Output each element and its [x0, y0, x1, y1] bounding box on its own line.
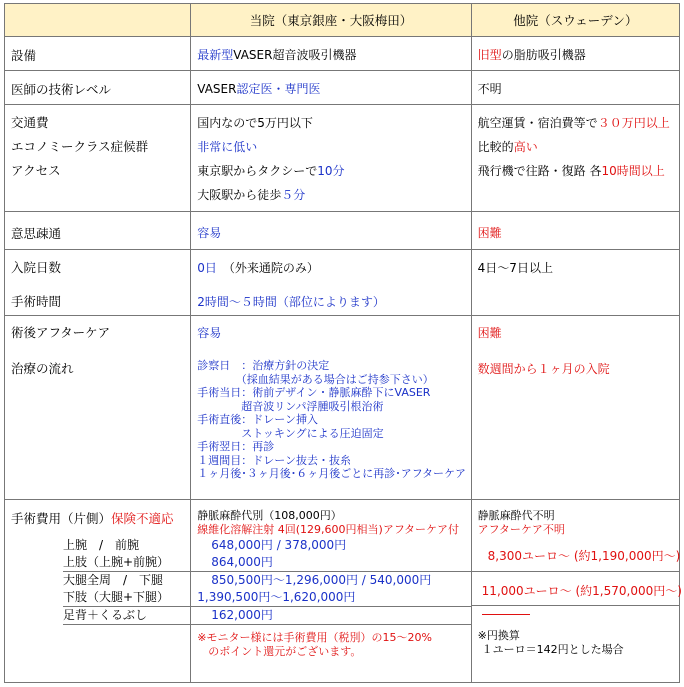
row-stay — [5, 250, 680, 316]
flow-step: 手術直後：ドレーン挿入 — [197, 413, 319, 427]
communication-other: 困難 — [477, 225, 502, 240]
flow-step: １週間目：ドレーン抜去・抜糸 — [197, 453, 352, 467]
stay-ours-time: 2時間～５時間（部位によります） — [197, 295, 385, 310]
cost-item-label: 足背＋くるぶし — [63, 607, 190, 625]
transport-other-risk: 比較的 — [477, 140, 514, 155]
equipment-ours-text: VASER超音波吸引機器 — [233, 48, 357, 63]
flow-step: （採血結果がある場合はご持参下さい） — [197, 372, 434, 386]
skill-ours-vaser: VASER — [197, 82, 237, 97]
cost-item-label: 下肢（大腿+下腿） — [63, 589, 190, 607]
transport-ours-tokyo-time: 10分 — [317, 164, 345, 179]
cost-other-upper: 8,300ユーロ～ (約1,190,000円～) — [487, 549, 681, 564]
row-skill — [5, 71, 680, 105]
flow-step: ストッキングによる圧迫固定 — [197, 426, 384, 440]
flow-list — [197, 359, 470, 481]
equipment-other-text: の脂肪吸引機器 — [501, 48, 586, 63]
cost-item-price: 1,390,500円～1,620,000円 — [191, 589, 470, 607]
communication-label: 意思疎通 — [11, 225, 62, 241]
aftercare-label: 術後アフターケア — [11, 325, 111, 341]
row-aftercare — [5, 316, 680, 500]
row-equipment — [5, 37, 680, 71]
flow-label: 治療の流れ — [11, 361, 74, 377]
transport-ours-risk: 非常に低い — [197, 140, 258, 155]
transport-label-cost: 交通費 — [11, 115, 49, 131]
cost-label: 手術費用（片側） — [11, 511, 112, 527]
cost-other-anesthesia: 静脈麻酔代不明 — [477, 509, 555, 523]
cost-monitor-note-2: のポイント還元がございます。 — [197, 645, 362, 659]
transport-ours-tokyo: 東京駅からタクシーで — [197, 164, 318, 179]
skill-label: 医師の技術レベル — [11, 82, 112, 98]
header-row — [5, 4, 680, 37]
flow-step: 手術当日：術前デザイン・静脈麻酔下にVASER — [197, 386, 431, 400]
cost-item-price: 648,000円 / 378,000円 — [211, 538, 347, 553]
cost-other-foot-dash — [482, 614, 530, 615]
cost-no-insurance: 保険不適応 — [111, 511, 174, 527]
aftercare-ours: 容易 — [197, 326, 222, 341]
cost-monitor-note: ※モニター様には手術費用（税別）の15～20% — [197, 631, 432, 645]
stay-label-time: 手術時間 — [11, 294, 62, 310]
cost-item-price: 864,000円 — [191, 554, 470, 572]
row-transport — [5, 105, 680, 211]
comparison-table — [4, 3, 680, 683]
cost-ours-injection: 線維化溶解注射 4回(129,600円相当)アフターケア付 — [197, 523, 460, 537]
cost-other-aftercare: アフターケア不明 — [477, 523, 565, 537]
row-cost — [5, 500, 680, 683]
cost-rate-value: １ユーロ＝142円とした場合 — [481, 643, 624, 657]
skill-ours-cert: 認定医・専門医 — [236, 82, 321, 97]
cost-item-label: 大腿全周 / 下腿 — [63, 573, 164, 588]
flow-step: 手術翌日：再診 — [197, 440, 275, 454]
header-other: 他院（スウェーデン） — [471, 4, 679, 37]
equipment-other-old: 旧型 — [477, 48, 502, 63]
flow-other: 数週間から１ヶ月の入院 — [477, 362, 610, 377]
aftercare-other: 困難 — [477, 326, 502, 341]
stay-label-days: 入院日数 — [11, 260, 62, 276]
cost-rate-note: ※円換算 — [477, 629, 520, 643]
transport-ours-osaka-time: ５分 — [281, 188, 306, 203]
equipment-ours-new: 最新型 — [197, 48, 234, 63]
communication-ours: 容易 — [197, 225, 222, 240]
flow-step: 超音波リンパ浮腫吸引根治術 — [197, 399, 384, 413]
transport-other-access-time: 10時間以上 — [601, 164, 665, 179]
transport-label-access: アクセス — [11, 163, 61, 179]
skill-other: 不明 — [477, 82, 502, 97]
cost-item-label: 上肢（上腕+前腕） — [63, 554, 190, 572]
cost-item-price: 850,500円～1,296,000円 / 540,000円 — [211, 573, 432, 588]
transport-other-cost: 航空運賃・宿泊費等で — [477, 116, 598, 131]
transport-ours-cost: 国内なので5万円以下 — [197, 116, 313, 131]
cost-other-lower: 11,000ユーロ～ (約1,570,000円～) — [481, 584, 682, 599]
transport-label-risk: エコノミークラス症候群 — [11, 139, 149, 155]
transport-other-cost-amount: ３０万円以上 — [597, 116, 670, 131]
equipment-label: 設備 — [11, 48, 37, 64]
transport-other-access: 飛行機で往路・復路 各 — [477, 164, 602, 179]
cost-item-label: 上腕 / 前腕 — [63, 538, 140, 553]
row-communication — [5, 211, 680, 249]
flow-step: 診察日 ：治療方針の決定 — [197, 359, 330, 373]
flow-step: １ヶ月後･３ヶ月後･６ヶ月後ごとに再診･アフターケア — [197, 467, 466, 481]
header-ours: 当院（東京銀座・大阪梅田） — [191, 4, 471, 37]
cost-ours-anesthesia: 静脈麻酔代別（108,000円） — [197, 509, 342, 523]
transport-ours-osaka: 大阪駅から徒歩 — [197, 188, 282, 203]
stay-other-days: 4日～7日以上 — [477, 261, 553, 276]
stay-ours-days: 0日 — [197, 261, 217, 276]
header-empty-cell — [5, 4, 191, 37]
transport-other-risk-level: 高い — [513, 140, 538, 155]
cost-item-price: 162,000円 — [191, 607, 470, 625]
stay-ours-days-note: （外来通院のみ） — [228, 261, 319, 276]
